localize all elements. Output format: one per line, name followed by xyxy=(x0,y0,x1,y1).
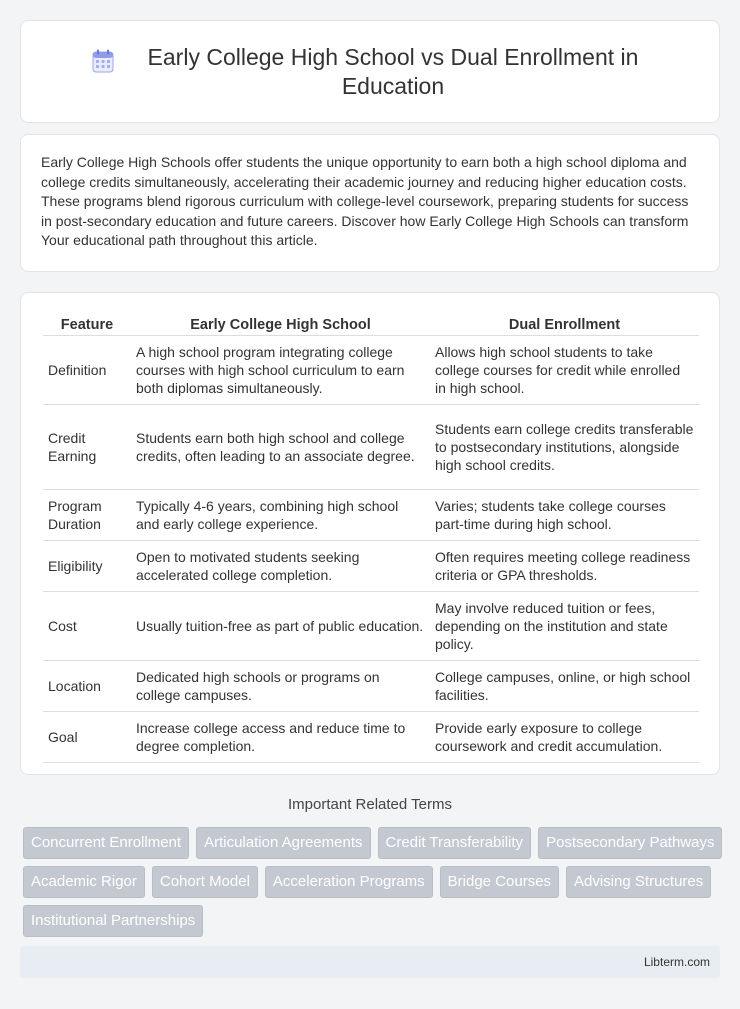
term-tag[interactable]: Cohort Model xyxy=(152,866,258,898)
row-early-college-cell: Usually tuition-free as part of public education. xyxy=(131,592,430,661)
row-feature-cell: Definition xyxy=(43,336,131,405)
row-dual-enrollment-cell: Often requires meeting college readiness criteria or GPA thresholds. xyxy=(430,541,699,592)
row-feature-cell: Location xyxy=(43,661,131,712)
term-tag[interactable]: Articulation Agreements xyxy=(196,827,370,859)
table-header-row xyxy=(43,313,699,336)
row-early-college-cell: A high school program integrating college courses with high school curriculum to earn both diplomas simultaneously. xyxy=(131,336,430,405)
row-early-college-cell: Typically 4-6 years, combining high school and early college experience. xyxy=(131,490,430,541)
term-tag[interactable]: Postsecondary Pathways xyxy=(538,827,722,859)
row-dual-enrollment-cell: Provide early exposure to college coursework and credit accumulation. xyxy=(430,712,699,763)
row-feature-cell: Cost xyxy=(43,592,131,661)
term-tag[interactable]: Institutional Partnerships xyxy=(23,905,203,937)
header-card xyxy=(20,20,720,123)
footer-site-link[interactable]: Libterm.com xyxy=(643,955,710,969)
table-row xyxy=(43,592,699,661)
calendar-icon xyxy=(92,49,114,73)
row-dual-enrollment-cell: Students earn college credits transferable to postsecondary institutions, alongside high school credits. xyxy=(430,405,699,490)
column-header-dual-enrollment: Dual Enrollment xyxy=(430,313,699,336)
table-row xyxy=(43,541,699,592)
intro-card xyxy=(20,134,720,272)
term-tag[interactable]: Bridge Courses xyxy=(440,866,559,898)
row-early-college-cell: Open to motivated students seeking accelerated college completion. xyxy=(131,541,430,592)
term-tag[interactable]: Academic Rigor xyxy=(23,866,145,898)
row-early-college-cell: Increase college access and reduce time to degree completion. xyxy=(131,712,430,763)
row-early-college-cell: Dedicated high schools or programs on college campuses. xyxy=(131,661,430,712)
comparison-card xyxy=(20,292,720,775)
row-dual-enrollment-cell: College campuses, online, or high school facilities. xyxy=(430,661,699,712)
row-feature-cell: Credit Earning xyxy=(43,405,131,490)
column-header-early-college: Early College High School xyxy=(131,313,430,336)
term-tag[interactable]: Acceleration Programs xyxy=(265,866,433,898)
table-row xyxy=(43,712,699,763)
intro-paragraph: Early College High Schools offer students the unique opportunity to earn both a high school diploma and college credits simultaneously, accelerating their academic journey and reducing higher education costs. These programs blend rigorous curriculum with college-level coursework, preparing students for success in post-secondary education and future careers. Discover how Early College High Schools can transform Your educational path throughout this article. xyxy=(41,154,689,248)
row-dual-enrollment-cell: May involve reduced tuition or fees, depending on the institution and state policy. xyxy=(430,592,699,661)
related-terms-heading: Important Related Terms xyxy=(288,796,452,813)
comparison-table xyxy=(43,313,699,763)
page-title: Early College High School vs Dual Enrollment in Education xyxy=(147,43,639,99)
related-terms-list xyxy=(23,827,723,937)
term-tag[interactable]: Credit Transferability xyxy=(378,827,532,859)
row-dual-enrollment-cell: Allows high school students to take college courses for credit while enrolled in high school. xyxy=(430,336,699,405)
table-row xyxy=(43,405,699,490)
column-header-feature: Feature xyxy=(43,313,131,336)
table-row xyxy=(43,490,699,541)
row-feature-cell: Goal xyxy=(43,712,131,763)
row-early-college-cell: Students earn both high school and college credits, often leading to an associate degree. xyxy=(131,405,430,490)
term-tag[interactable]: Advising Structures xyxy=(566,866,711,898)
row-feature-cell: Eligibility xyxy=(43,541,131,592)
footer-bar xyxy=(20,946,720,978)
table-row xyxy=(43,661,699,712)
table-row xyxy=(43,336,699,405)
header-inner xyxy=(62,43,678,101)
row-dual-enrollment-cell: Varies; students take college courses part-time during high school. xyxy=(430,490,699,541)
row-feature-cell: Program Duration xyxy=(43,490,131,541)
term-tag[interactable]: Concurrent Enrollment xyxy=(23,827,189,859)
